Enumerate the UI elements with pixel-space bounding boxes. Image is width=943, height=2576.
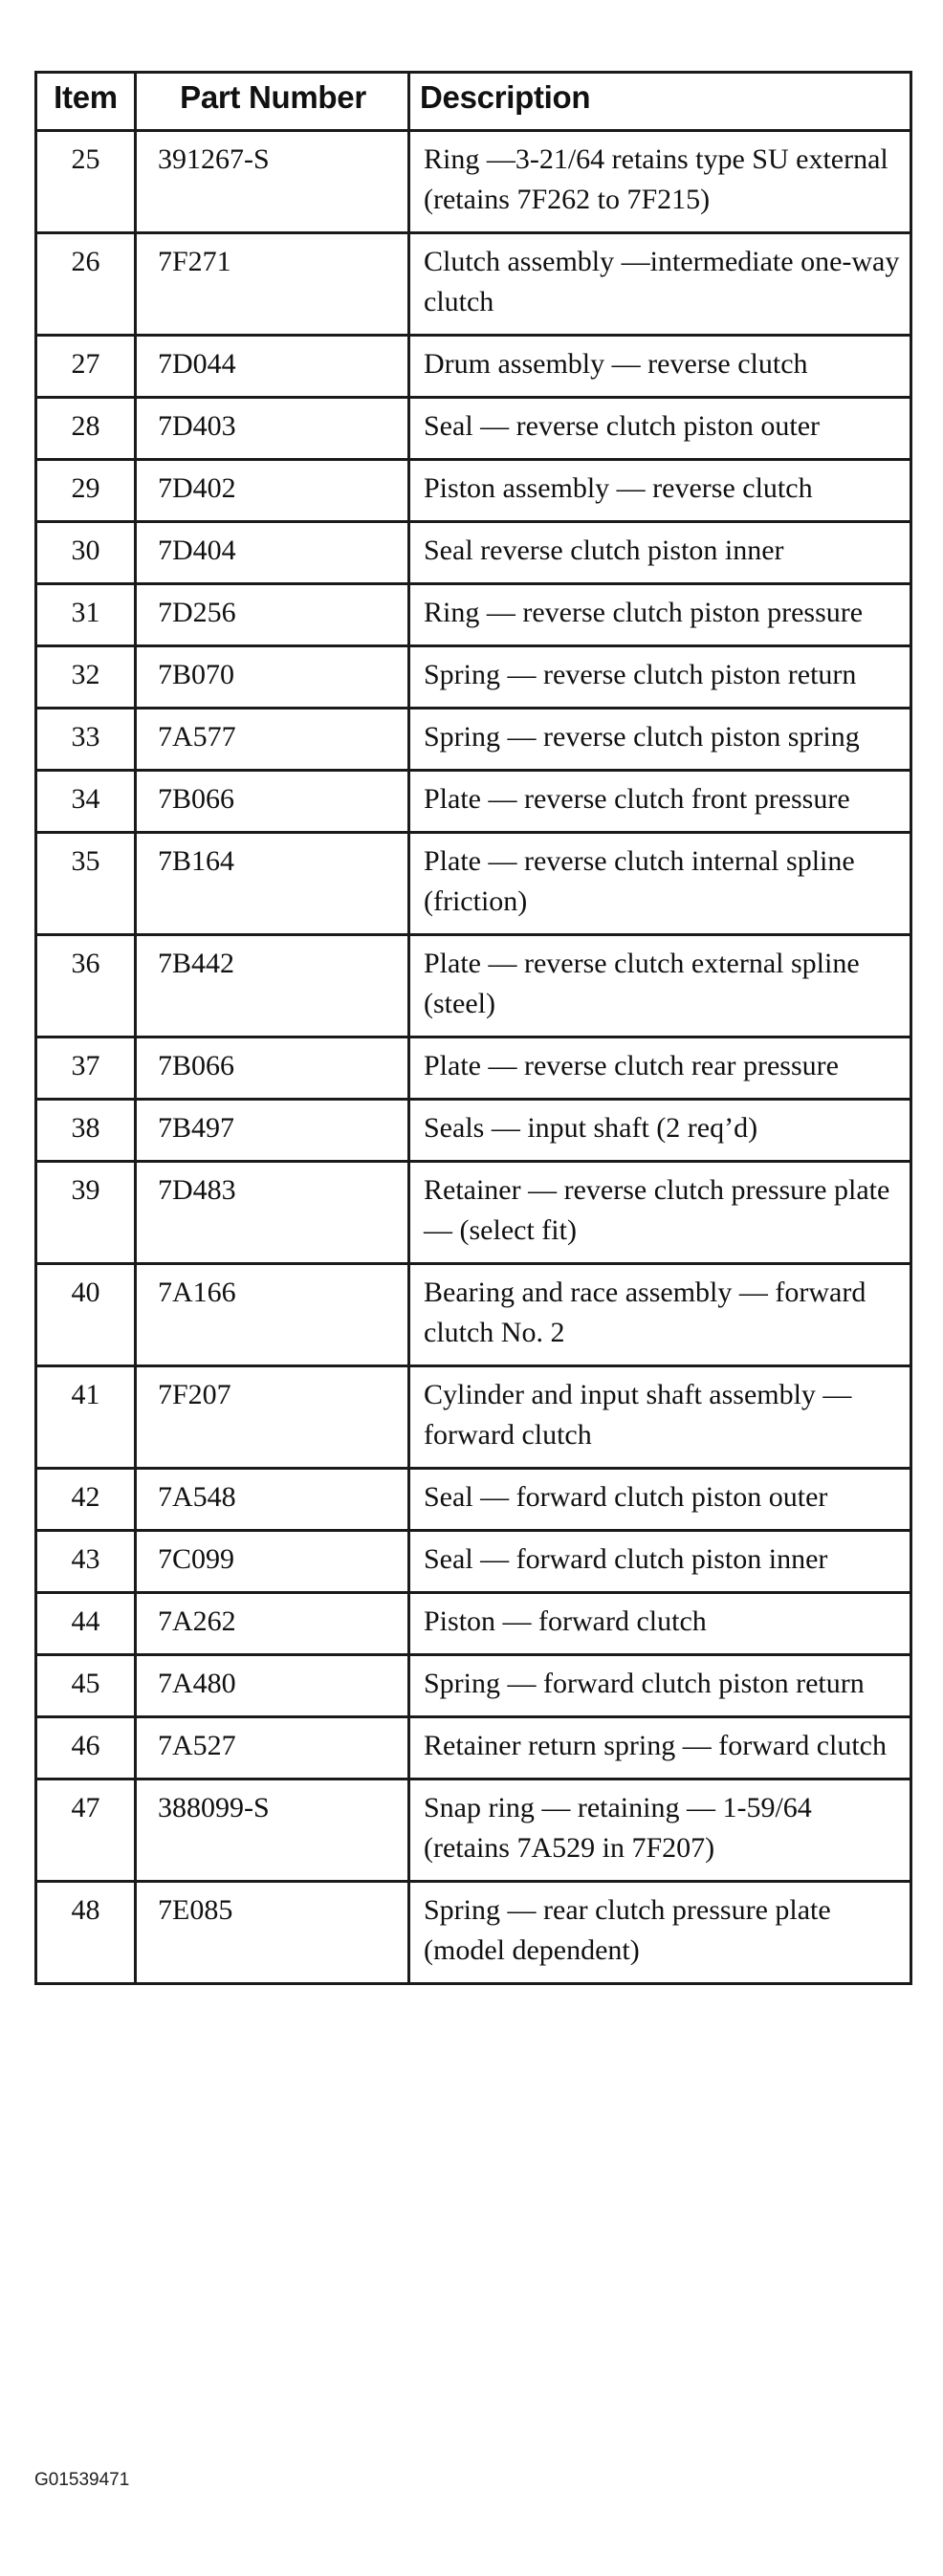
- part-number-cell: 7B066: [136, 771, 409, 833]
- item-cell: 27: [36, 336, 136, 398]
- table-row: [36, 131, 911, 233]
- item-cell: 28: [36, 398, 136, 460]
- part-number-cell: 7F207: [136, 1366, 409, 1469]
- table-row: [36, 1162, 911, 1264]
- item-cell: 42: [36, 1469, 136, 1531]
- description-cell: Spring — rear clutch pressure plate (model dependent): [409, 1882, 911, 1984]
- description-cell: Bearing and race assembly — forward clutch No. 2: [409, 1264, 911, 1366]
- part-number-cell: 7B164: [136, 833, 409, 935]
- table-row: [36, 646, 911, 709]
- table-row: [36, 1366, 911, 1469]
- part-number-cell: 7D483: [136, 1162, 409, 1264]
- item-cell: 39: [36, 1162, 136, 1264]
- item-cell: 41: [36, 1366, 136, 1469]
- part-number-cell: 7B497: [136, 1100, 409, 1162]
- item-cell: 44: [36, 1593, 136, 1655]
- description-cell: Retainer — reverse clutch pressure plate — (select fit): [409, 1162, 911, 1264]
- parts-table-container: [34, 71, 910, 1985]
- part-number-cell: 388099-S: [136, 1779, 409, 1882]
- description-cell: Drum assembly — reverse clutch: [409, 336, 911, 398]
- part-number-cell: 7A166: [136, 1264, 409, 1366]
- table-row: [36, 1100, 911, 1162]
- description-cell: Clutch assembly —intermediate one-way clutch: [409, 233, 911, 336]
- description-cell: Spring — forward clutch piston return: [409, 1655, 911, 1717]
- item-cell: 32: [36, 646, 136, 709]
- description-cell: Piston assembly — reverse clutch: [409, 460, 911, 522]
- table-row: [36, 709, 911, 771]
- item-cell: 26: [36, 233, 136, 336]
- part-number-cell: 7A480: [136, 1655, 409, 1717]
- table-row: [36, 522, 911, 584]
- description-cell: Seal — reverse clutch piston outer: [409, 398, 911, 460]
- part-number-cell: 7A548: [136, 1469, 409, 1531]
- part-number-cell: 7C099: [136, 1531, 409, 1593]
- table-row: [36, 1593, 911, 1655]
- table-row: [36, 584, 911, 646]
- description-cell: Plate — reverse clutch front pressure: [409, 771, 911, 833]
- item-cell: 48: [36, 1882, 136, 1984]
- item-cell: 34: [36, 771, 136, 833]
- item-cell: 47: [36, 1779, 136, 1882]
- part-number-cell: 7D256: [136, 584, 409, 646]
- table-row: [36, 336, 911, 398]
- table-row: [36, 1779, 911, 1882]
- table-row: [36, 233, 911, 336]
- description-cell: Cylinder and input shaft assembly — forward clutch: [409, 1366, 911, 1469]
- item-cell: 43: [36, 1531, 136, 1593]
- header-description: Description: [409, 73, 911, 131]
- table-row: [36, 771, 911, 833]
- part-number-cell: 7A262: [136, 1593, 409, 1655]
- item-cell: 33: [36, 709, 136, 771]
- table-row: [36, 1655, 911, 1717]
- item-cell: 30: [36, 522, 136, 584]
- description-cell: Retainer return spring — forward clutch: [409, 1717, 911, 1779]
- part-number-cell: 7E085: [136, 1882, 409, 1984]
- part-number-cell: 7A527: [136, 1717, 409, 1779]
- table-row: [36, 1531, 911, 1593]
- table-header-row: [36, 73, 911, 131]
- header-part-number: Part Number: [136, 73, 409, 131]
- item-cell: 46: [36, 1717, 136, 1779]
- description-cell: Plate — reverse clutch external spline (steel): [409, 935, 911, 1037]
- part-number-cell: 7B066: [136, 1037, 409, 1100]
- figure-code: G01539471: [34, 2470, 130, 2490]
- description-cell: Snap ring — retaining — 1-59/64 (retains 7A529 in 7F207): [409, 1779, 911, 1882]
- table-row: [36, 1882, 911, 1984]
- table-row: [36, 833, 911, 935]
- description-cell: Ring — reverse clutch piston pressure: [409, 584, 911, 646]
- part-number-cell: 7D403: [136, 398, 409, 460]
- description-cell: Spring — reverse clutch piston spring: [409, 709, 911, 771]
- table-row: [36, 1469, 911, 1531]
- part-number-cell: 7D404: [136, 522, 409, 584]
- description-cell: Ring —3-21/64 retains type SU external (retains 7F262 to 7F215): [409, 131, 911, 233]
- description-cell: Seal — forward clutch piston inner: [409, 1531, 911, 1593]
- table-row: [36, 1717, 911, 1779]
- item-cell: 36: [36, 935, 136, 1037]
- description-cell: Seals — input shaft (2 req’d): [409, 1100, 911, 1162]
- item-cell: 25: [36, 131, 136, 233]
- part-number-cell: 7F271: [136, 233, 409, 336]
- item-cell: 31: [36, 584, 136, 646]
- table-row: [36, 398, 911, 460]
- part-number-cell: 7A577: [136, 709, 409, 771]
- description-cell: Spring — reverse clutch piston return: [409, 646, 911, 709]
- description-cell: Plate — reverse clutch rear pressure: [409, 1037, 911, 1100]
- item-cell: 40: [36, 1264, 136, 1366]
- description-cell: Piston — forward clutch: [409, 1593, 911, 1655]
- part-number-cell: 7D044: [136, 336, 409, 398]
- item-cell: 37: [36, 1037, 136, 1100]
- item-cell: 29: [36, 460, 136, 522]
- description-cell: Seal reverse clutch piston inner: [409, 522, 911, 584]
- table-row: [36, 460, 911, 522]
- header-item: Item: [36, 73, 136, 131]
- part-number-cell: 7B070: [136, 646, 409, 709]
- description-cell: Plate — reverse clutch internal spline (friction): [409, 833, 911, 935]
- description-cell: Seal — forward clutch piston outer: [409, 1469, 911, 1531]
- part-number-cell: 7B442: [136, 935, 409, 1037]
- table-body: [36, 131, 911, 1984]
- item-cell: 38: [36, 1100, 136, 1162]
- item-cell: 45: [36, 1655, 136, 1717]
- part-number-cell: 7D402: [136, 460, 409, 522]
- item-cell: 35: [36, 833, 136, 935]
- part-number-cell: 391267-S: [136, 131, 409, 233]
- table-row: [36, 1264, 911, 1366]
- parts-table: [34, 71, 912, 1985]
- table-row: [36, 935, 911, 1037]
- table-row: [36, 1037, 911, 1100]
